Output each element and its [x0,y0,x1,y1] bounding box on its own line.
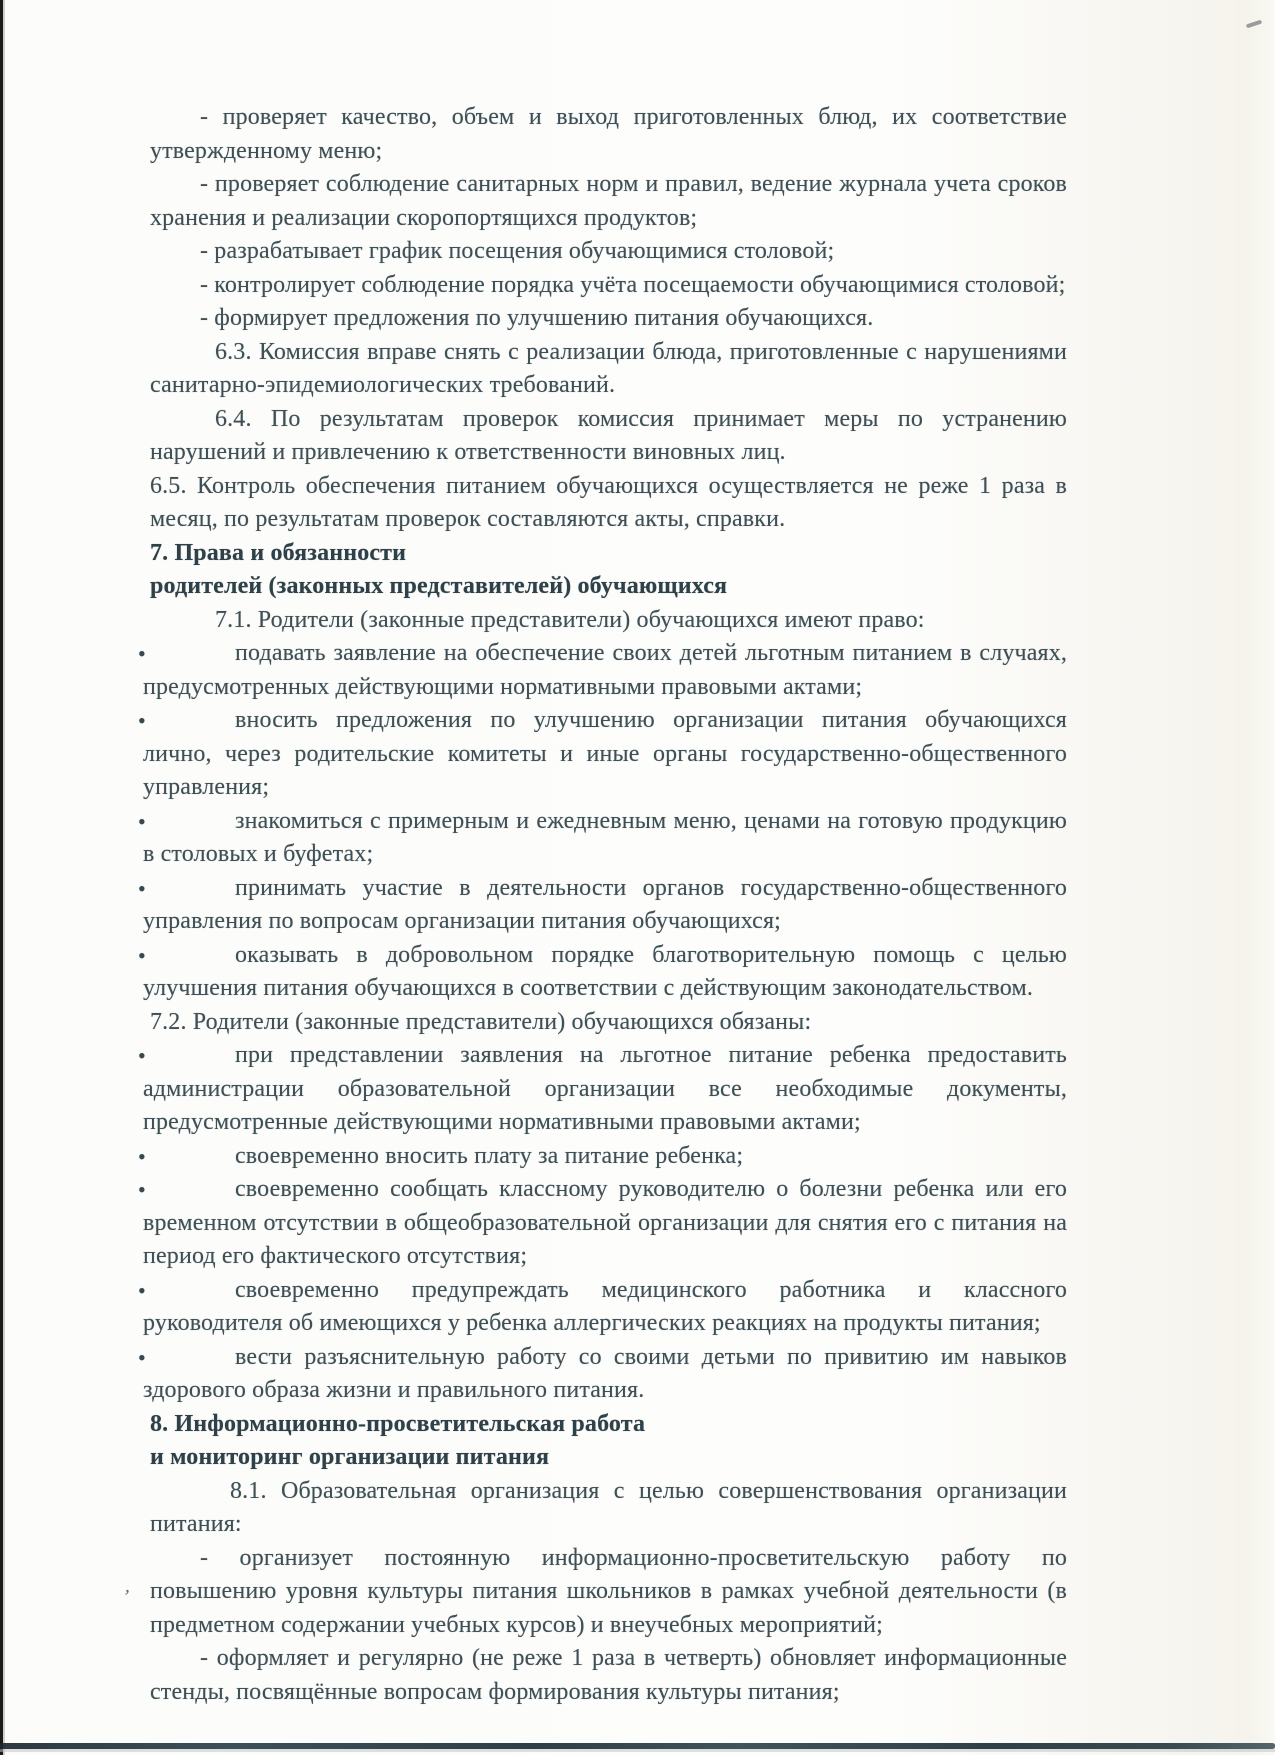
list-item: • своевременно предупреждать медицинского работника и классного руководителя об имеющихся у ребенка аллергических реакциях на продукты питания; [143,1274,1067,1341]
scan-margin-artifact: , [123,1574,134,1598]
scan-speck [1246,20,1262,29]
document-text [143,0,1067,1709]
scan-edge-bottom-shadow [0,1749,1275,1752]
org-activity-item: - организует постоянную информационно-просветительскую работу по повышению уровня культуры питания школьников в рамках учебной деятельности (в предметном содержании учебных курсов) и внеучебных мероприятий; [150,1544,1067,1638]
clause-7-1: 7.1. Родители (законные представители) обучающихся имеют право: [215,606,925,633]
list-item: • вносить предложения по улучшению организации питания обучающихся лично, через родительские комитеты и иные органы государственно-общественного управления; [143,704,1067,805]
parents-rights-list [143,637,1067,1006]
section-7-heading-line1: 7. Права и обязанности [150,539,407,566]
clause-6-4: 6.4. По результатам проверок комиссия принимает меры по устранению нарушений и привлечению к ответственности виновных лиц. [150,405,1067,465]
clause-6-5: 6.5. Контроль обеспечения питанием обучающихся осуществляется не реже 1 раза в месяц, по результатам проверок составляются акты, справки. [150,472,1067,532]
list-item: • при представлении заявления на льготное питание ребенка предоставить администрации образовательной организации все необходимые документы, предусмотренные действующими нормативными правовыми актами; [143,1039,1067,1140]
commission-duty-item: - проверяет соблюдение санитарных норм и правил, ведение журнала учета сроков хранения и реализации скоропортящихся продуктов; [150,171,1067,231]
list-item: • знакомиться с примерным и ежедневным меню, ценами на готовую продукцию в столовых и буфетах; [143,805,1067,872]
clause-6-3: 6.3. Комиссия вправе снять с реализации блюда, приготовленные с нарушениями санитарно-эпидемиологических требований. [150,338,1067,398]
list-item: • оказывать в добровольном порядке благотворительную помощь с целью улучшения питания обучающихся в соответствии с действующим законодательством. [143,939,1067,1006]
org-activity-item: - оформляет и регулярно (не реже 1 раза в четверть) обновляет информационные стенды, посвящённые вопросам формирования культуры питания; [150,1645,1067,1705]
section-7-heading-line2: родителей (законных представителей) обучающихся [150,573,728,599]
commission-duty-item: - проверяет качество, объем и выход приготовленных блюд, их соответствие утвержденному меню; [150,104,1067,164]
commission-duty-item: - формирует предложения по улучшению питания обучающихся. [200,305,874,331]
list-item: • принимать участие в деятельности органов государственно-общественного управления по вопросам организации питания обучающихся; [143,872,1067,939]
list-item: • подавать заявление на обеспечение своих детей льготным питанием в случаях, предусмотренных действующими нормативными правовыми актами; [143,637,1067,704]
clause-8-1: 8.1. Образовательная организация с целью совершенствования организации питания: [150,1477,1067,1537]
list-item: • вести разъяснительную работу со своими детьми по привитию им навыков здорового образа жизни и правильного питания. [143,1341,1067,1408]
section-8-heading-line1: 8. Информационно-просветительская работа [150,1410,646,1437]
commission-duty-item: - контролирует соблюдение порядка учёта посещаемости обучающимися столовой; [200,271,1066,298]
commission-duty-item: - разрабатывает график посещения обучающимися столовой; [200,238,835,264]
parents-duties-list [143,1039,1067,1408]
list-item: • своевременно сообщать классному руководителю о болезни ребенка или его временном отсутствии в общеобразовательной организации для снятия его с питания на период его фактического отсутствия; [143,1173,1067,1274]
clause-7-2: 7.2. Родители (законные представители) обучающихся обязаны: [150,1008,812,1035]
section-8-heading-line2: и мониторинг организации питания [150,1444,550,1470]
scan-edge-left-shadow [3,0,5,1755]
list-item: • своевременно вносить плату за питание ребенка; [143,1140,1067,1174]
